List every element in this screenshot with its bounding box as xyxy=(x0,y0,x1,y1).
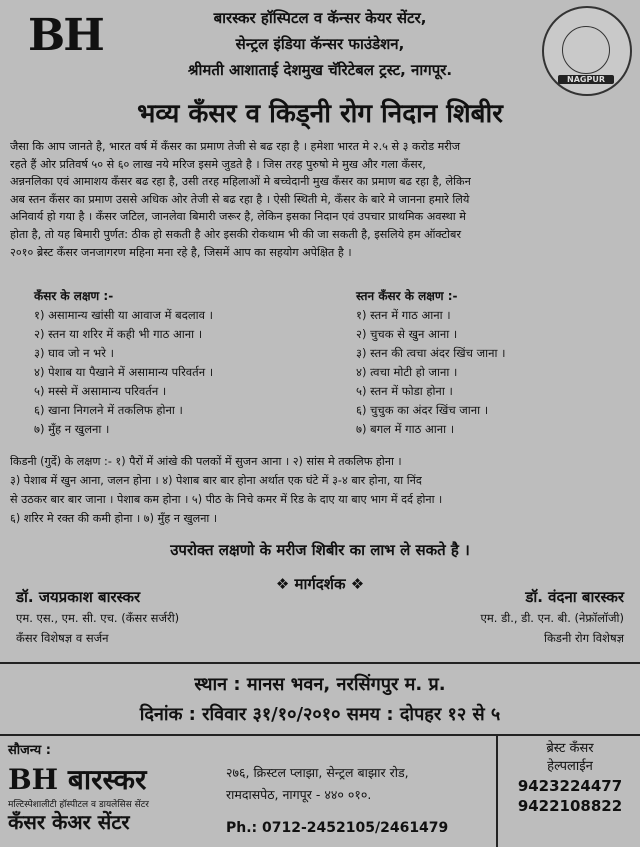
doctor-right-name: डॉ. वंदना बारस्कर xyxy=(525,588,624,606)
intro-line: अब स्तन कॅंसर का प्रमाण उससे अधिक ओर तेजी से बढ रहा है । ऐसी स्थिती मे, कॅंसर के बारे मे जानना हमारे लिये xyxy=(10,192,470,206)
doctor-right-degree: एम. डी., डी. एन. बी. (नेफ्रॉलॉजी) xyxy=(480,611,624,625)
helpline-box xyxy=(500,740,640,816)
intro-line: जैसा कि आप जानते है, भारत वर्ष में कॅंसर का प्रमाण तेजी से बढ रहा है । हमेशा भारत मे २.५ से ३ करोड मरीज xyxy=(10,140,461,153)
kidney-line: किडनी (गुर्दे) के लक्षण :- १) पैरों में आंखे की पलकों में सुजन आना । २) सांस मे तकलिफ होना । xyxy=(10,455,402,468)
list-item: ७) बगल में गाठ आना । xyxy=(356,422,455,436)
sponsor-label: सौजन्य : xyxy=(8,743,51,758)
list-item: ३) घाव जो न भरे । xyxy=(34,346,114,360)
date-time: दिनांक : रविवार ३१/१०/२०१० समय : दोपहर १२ से ५ xyxy=(139,704,501,725)
helpline-title: ब्रेस्ट कॅंसर xyxy=(546,741,594,756)
page-title: भव्य कॅंसर व किड्नी रोग निदान शिबीर xyxy=(137,99,503,129)
intro-line: अनिवार्य हो गया है । कॅंसर जटिल, जानलेवा बिमारी जरूर है, लेकिन इसका निदान एवं उपचार प्राथमिक अवस्था मे xyxy=(10,210,466,224)
list-item: ६) चुचुक का अंदर खिंच जाना । xyxy=(356,403,489,417)
breast-symptoms-heading: स्तन कॅंसर के लक्षण :- xyxy=(356,289,458,303)
intro-paragraph xyxy=(10,138,630,261)
brand-logo: BH बारस्कर xyxy=(8,763,147,796)
list-item: ४) त्वचा मोटी हो जाना । xyxy=(356,365,458,379)
kidney-line: से उठकर बार बार जाना । पेशाब कम होना । ५) पीठ के निचे कमर में रिड के दाए या बाए भाग में दर्द होना । xyxy=(10,493,443,506)
address xyxy=(226,762,409,806)
header-line-foundation: सेन्ट्रल इंडिया कॅन्सर फाउंडेशन, xyxy=(235,35,405,53)
bh-logo: BH xyxy=(28,10,103,61)
helpline-number: 9422108822 xyxy=(517,797,623,815)
intro-line: २०१० ब्रेस्ट कॅंसर जनजागरण महिना मना रहे है, जिसमें आप का सहयोग अपेक्षित है । xyxy=(10,245,352,259)
phone: Ph.: 0712-2452105/2461479 xyxy=(226,820,449,836)
list-item: ७) मुँह न खुलना । xyxy=(34,422,110,436)
header xyxy=(0,0,640,92)
divider xyxy=(496,736,498,847)
divider xyxy=(0,734,640,736)
cancer-symptoms-list xyxy=(34,306,213,439)
doctor-left xyxy=(16,586,179,648)
list-item: ५) मस्से में असामान्य परिवर्तन । xyxy=(34,384,167,398)
helpline-number: 9423224477 xyxy=(517,777,623,795)
kidney-line: ६) शरिर मे रक्त की कमी होना । ७) मुँह न खुलना । xyxy=(10,512,218,525)
intro-line: अन्ननलिका एवं आमाशय कॅंसर बढ रहा है, उसी तरह महिलाओं मे बच्चेदानी मुख कॅंसर का प्रमाण बढ रहा है, लेकिन xyxy=(10,175,471,189)
list-item: ४) पेशाब या पैखाने में असामान्य परिवर्तन । xyxy=(34,365,214,379)
divider xyxy=(0,662,640,664)
address-line: रामदासपेठ, नागपूर - ४४० ०१०. xyxy=(226,787,372,802)
list-item: ५) स्तन में फोडा होना । xyxy=(356,384,453,398)
breast-symptoms-list xyxy=(356,306,506,439)
list-item: १) असामान्य खांसी या आवाज में बदलाव । xyxy=(34,308,214,322)
cancer-symptoms-heading: कॅंसर के लक्षण :- xyxy=(34,289,114,303)
venue: स्थान : मानस भवन, नरसिंगपुर म. प्र. xyxy=(194,674,446,695)
cancer-care-center: कॅंसर केअर सेंटर xyxy=(8,810,130,834)
doctor-right-role: किडनी रोग विशेषज्ञ xyxy=(543,631,624,645)
doctor-right xyxy=(481,586,624,648)
header-line-hospital: बारस्कर हॉस्पिटल व कॅन्सर केयर सेंटर, xyxy=(213,9,427,27)
helpline-subtitle: हेल्पलाईन xyxy=(547,759,593,774)
brand-tagline: मल्टिस्पेशालीटी हॉस्पीटल व डायलेसिस सेंटर xyxy=(8,800,149,810)
header-line-trust: श्रीमती आशाताई देशमुख चॅरिटेबल ट्रस्ट, नागपूर. xyxy=(187,61,453,79)
seal-icon xyxy=(542,6,632,96)
doctor-left-role: कॅंसर विशेषज्ञ व सर्जन xyxy=(16,631,109,645)
seal-label: NAGPUR xyxy=(558,75,614,84)
seal-emblem-icon xyxy=(562,26,610,74)
list-item: ६) खाना निगलने में तकलिफ होना । xyxy=(34,403,183,417)
kidney-line: ३) पेशाब में खुन आना, जलन होना । ४) पेशाब बार बार होना अर्थात एक घंटे में ३-४ बार होना, या निंद xyxy=(10,474,422,487)
benefit-note: उपरोक्त लक्षणो के मरीज शिबीर का लाभ ले सकते है । xyxy=(170,541,470,559)
doctor-left-name: डॉ. जयप्रकाश बारस्कर xyxy=(16,588,141,606)
list-item: २) चुचक से खुन आना । xyxy=(356,327,458,341)
doctor-left-degree: एम. एस., एम. सी. एच. (कॅंसर सर्जरी) xyxy=(16,611,180,625)
intro-line: होता है, तो यह बिमारी पुर्णत: ठीक हो सकती है ओर इसकी रोकथाम भी की जा सकती है, इसलिये हम ऑक्टोबर xyxy=(10,227,462,241)
address-line: २७६, क्रिस्टल प्लाझा, सेन्ट्रल बाझार रोड, xyxy=(226,765,409,780)
kidney-symptoms xyxy=(10,452,634,528)
guide-heading: ❖ मार्गदर्शक ❖ xyxy=(275,575,365,593)
list-item: ३) स्तन की त्वचा अंदर खिंच जाना । xyxy=(356,346,506,360)
intro-line: रहते हैं ओर प्रतिवर्ष ५० से ६० लाख नये मरिज इसमे जुडते है । जिस तरह पुरुषो मे मुख और गला कॅंसर, xyxy=(10,157,426,171)
list-item: २) स्तन या शरिर में कही भी गाठ आना । xyxy=(34,327,203,341)
list-item: १) स्तन में गाठ आना । xyxy=(356,308,451,322)
